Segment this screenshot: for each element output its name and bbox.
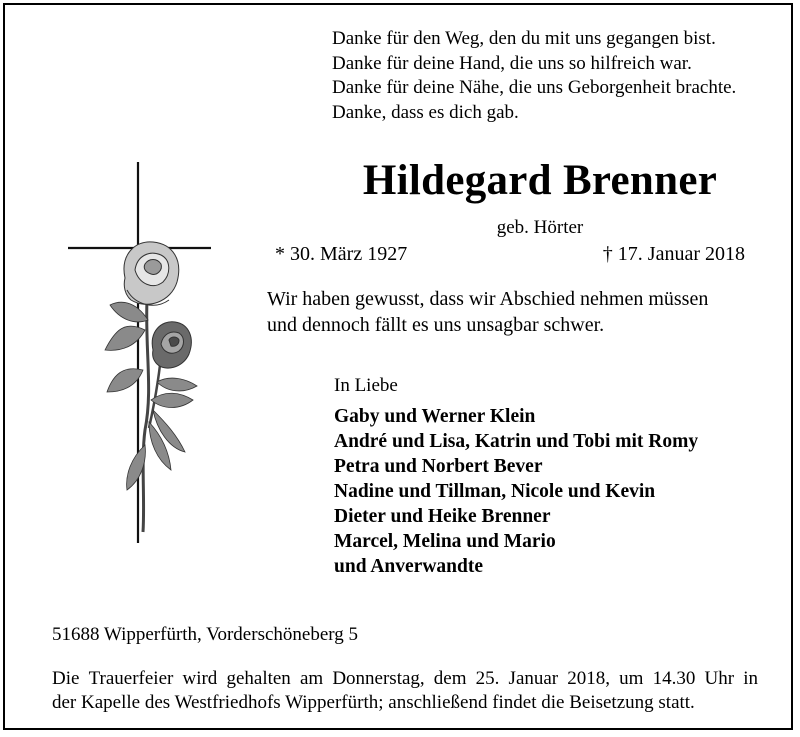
- poem: [332, 27, 736, 125]
- mourner-entry: und Anverwandte: [334, 556, 483, 577]
- mourners-list: [334, 404, 698, 579]
- funeral-word: gehalten: [226, 668, 291, 689]
- mourner-entry: André und Lisa, Katrin und Tobi mit Romy: [334, 431, 699, 452]
- farewell-line: und dennoch fällt es uns unsagbar schwer.: [267, 314, 605, 336]
- mourning-address: 51688 Wipperfürth, Vorderschöneberg 5: [52, 624, 358, 645]
- funeral-word: Uhr: [704, 668, 735, 689]
- maiden-name: geb. Hörter: [496, 217, 584, 238]
- funeral-word: Die: [52, 668, 80, 689]
- mourner-entry: Gaby und Werner Klein: [334, 406, 536, 427]
- birth-date: * 30. März 1927: [275, 243, 408, 265]
- farewell-text: [267, 286, 708, 338]
- funeral-word: in: [743, 668, 758, 689]
- funeral-word: Trauerfeier: [88, 668, 174, 689]
- mourner-entry: Marcel, Melina und Mario: [334, 531, 556, 552]
- mourner-entry: Nadine und Tillman, Nicole und Kevin: [334, 481, 656, 502]
- mourner-entry: Petra und Norbert Bever: [334, 456, 543, 477]
- obituary-card: [3, 3, 793, 730]
- mourners-intro: In Liebe: [334, 375, 398, 396]
- poem-line: Danke, dass es dich gab.: [332, 101, 519, 123]
- funeral-line-1: [52, 667, 758, 691]
- funeral-word: wird: [182, 668, 218, 689]
- poem-line: Danke für deine Nähe, die uns Geborgenheit brachte.: [332, 77, 737, 98]
- funeral-word: Januar: [508, 668, 559, 689]
- farewell-line: Wir haben gewusst, dass wir Abschied nehmen müssen: [267, 288, 709, 310]
- funeral-word: um: [619, 668, 644, 689]
- deceased-name: Hildegard Brenner: [362, 157, 718, 204]
- funeral-word: 14.30: [652, 668, 696, 689]
- funeral-word: dem: [433, 668, 467, 689]
- funeral-word: 2018,: [567, 668, 611, 689]
- cross-with-roses-icon: [65, 160, 220, 545]
- funeral-word: am: [299, 668, 324, 689]
- funeral-notice: [52, 667, 758, 715]
- funeral-word: 25.: [475, 668, 500, 689]
- funeral-line-2: der Kapelle des Westfriedhofs Wipperfürth; anschließend findet die Beisetzung statt.: [52, 692, 695, 713]
- funeral-word: Donnerstag,: [332, 668, 425, 689]
- death-date: † 17. Januar 2018: [602, 243, 745, 265]
- mourner-entry: Dieter und Heike Brenner: [334, 506, 551, 527]
- poem-line: Danke für den Weg, den du mit uns gegangen bist.: [332, 28, 716, 49]
- poem-line: Danke für deine Hand, die uns so hilfreich war.: [332, 52, 692, 74]
